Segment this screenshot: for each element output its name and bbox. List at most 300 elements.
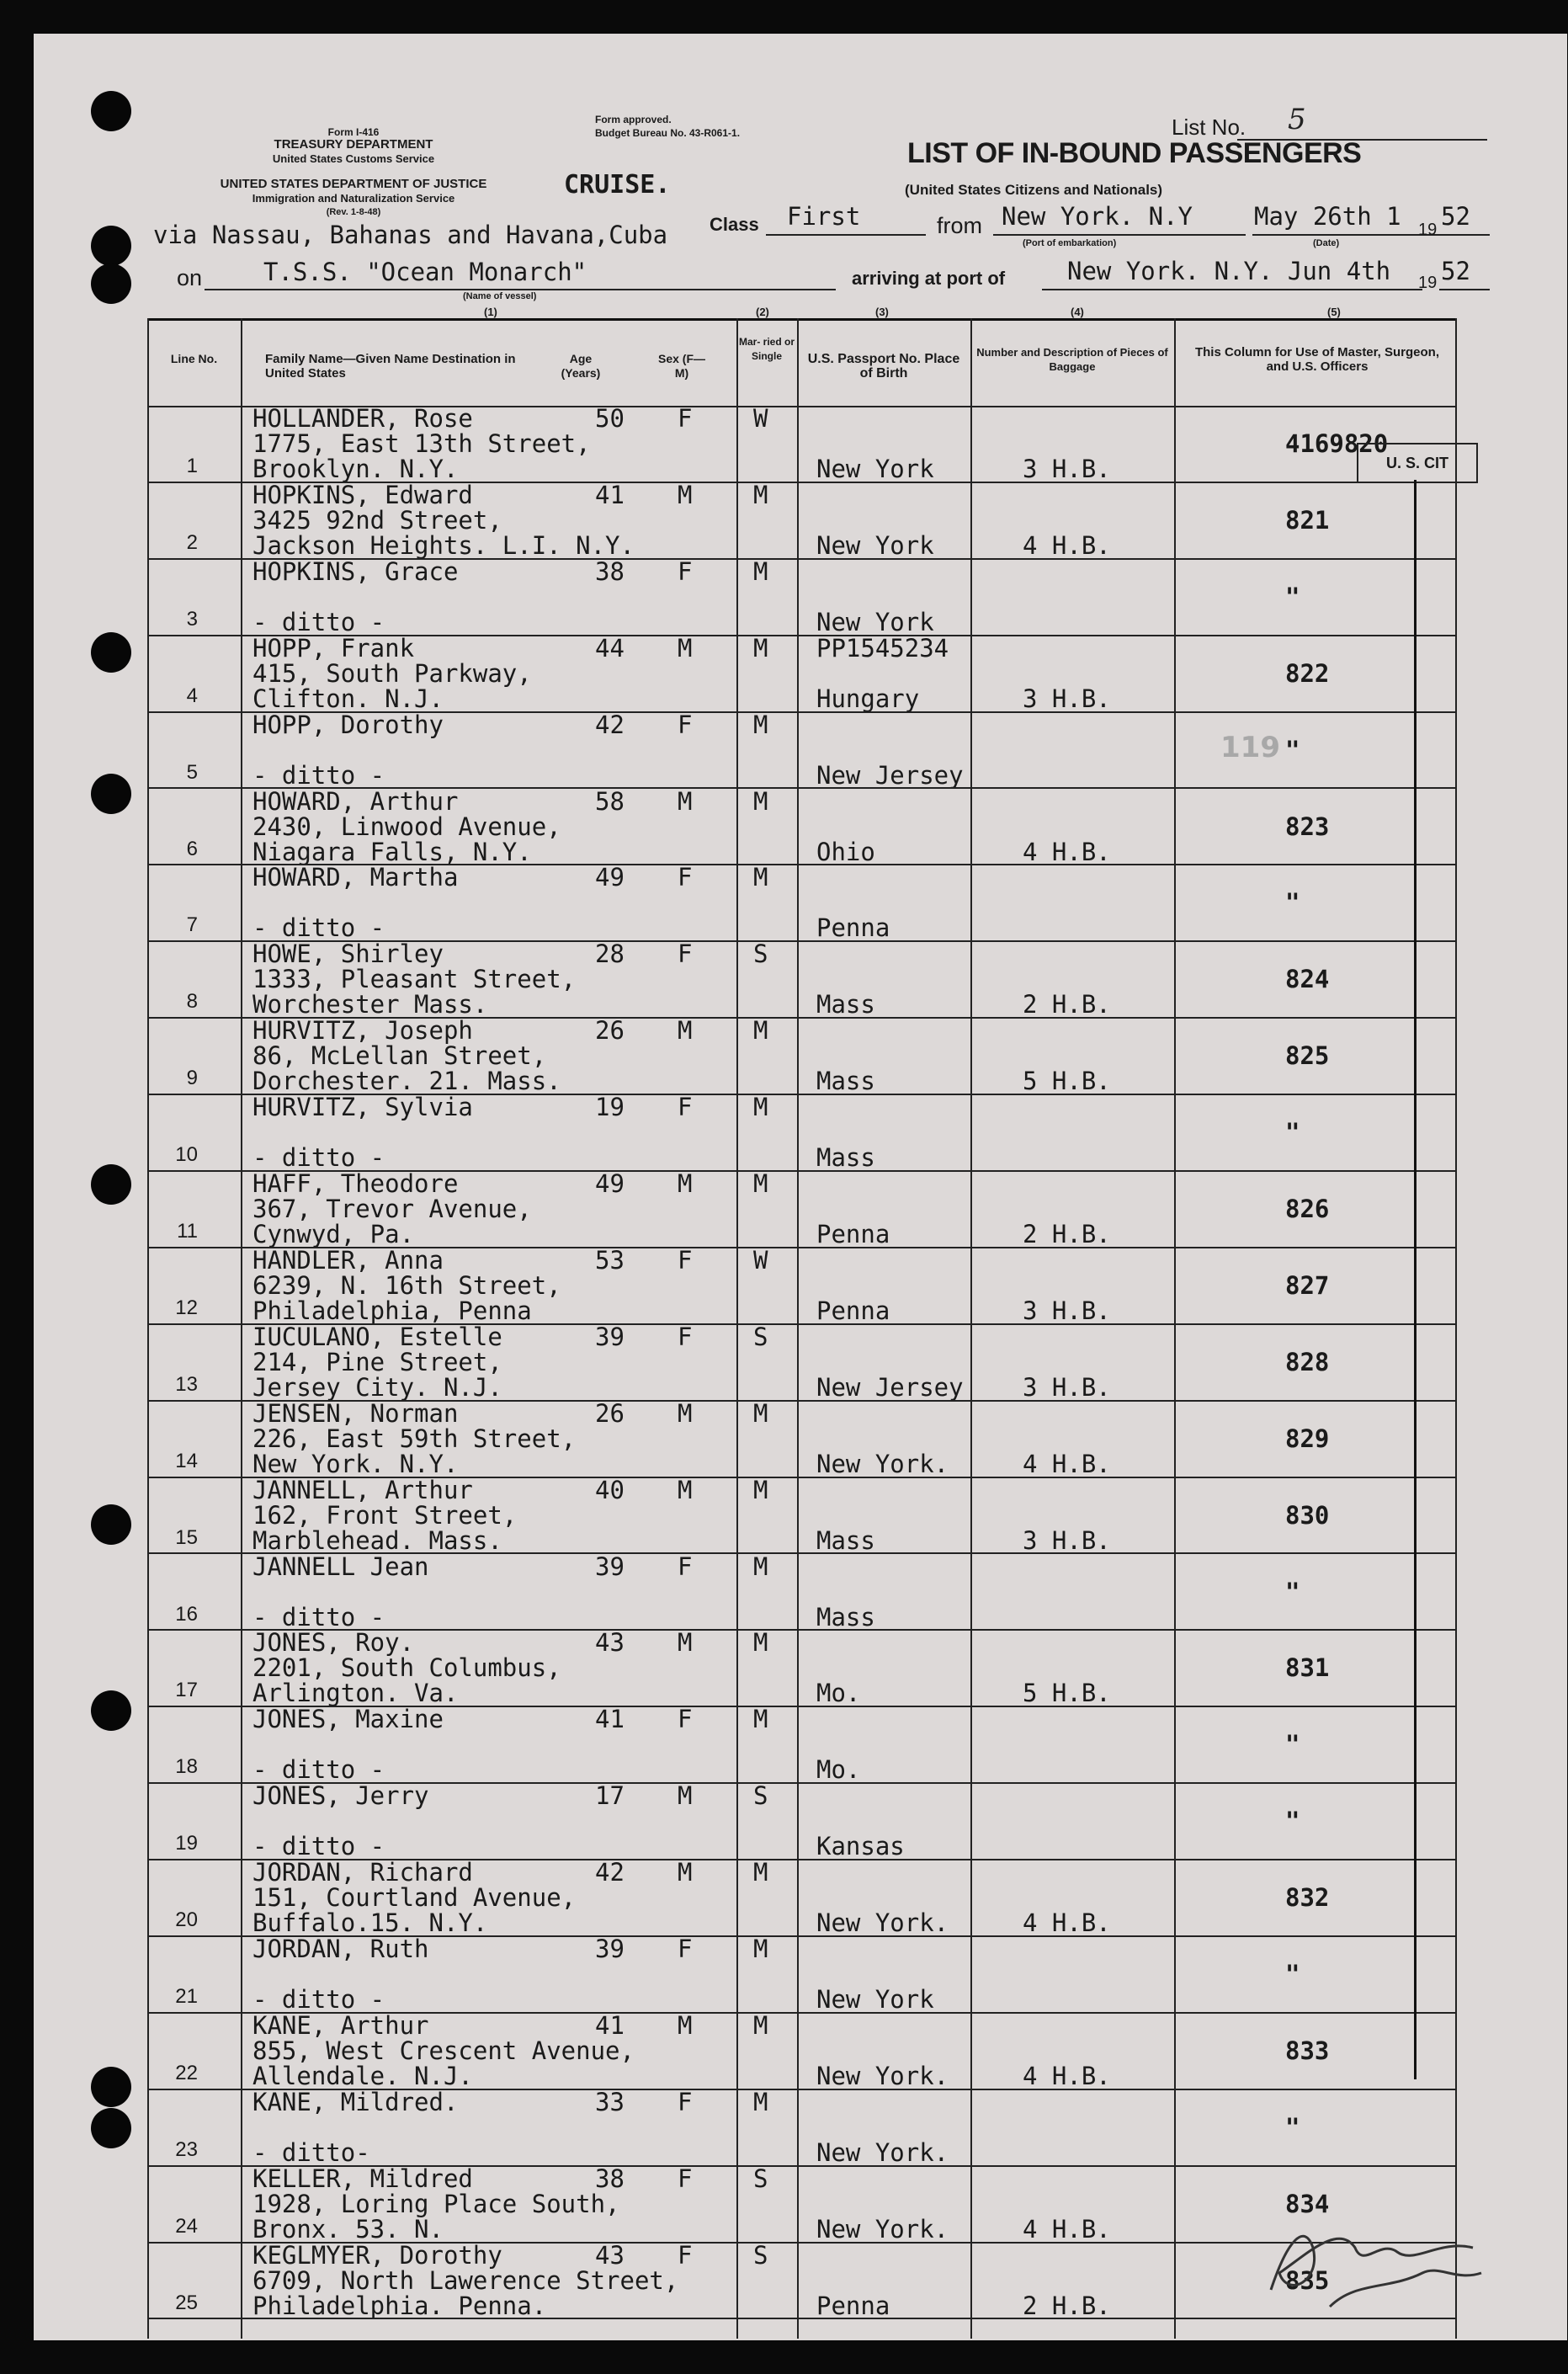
line-number: 14	[175, 1449, 198, 1472]
address-city: Allendale. N.J.	[252, 2061, 473, 2090]
officer-number: "	[1285, 1960, 1300, 1988]
passenger-name: JORDAN, Richard	[252, 1858, 473, 1887]
immigration-service: Immigration and Naturalization Service	[252, 192, 455, 205]
arrival-year: 52	[1441, 257, 1470, 285]
sex-cell: F	[678, 710, 693, 739]
table-row	[147, 786, 1455, 866]
cruise-label: CRUISE.	[564, 170, 671, 200]
birthplace-cell: New York	[816, 1985, 934, 2014]
age-cell: 39	[595, 1935, 625, 1963]
officer-number: "	[1285, 1807, 1300, 1836]
table-row	[147, 1554, 1455, 1631]
list-no-label: List No.	[1172, 114, 1246, 140]
officer-signature	[1254, 2189, 1507, 2315]
line-number: 19	[175, 1832, 198, 1855]
on-label: on	[177, 265, 203, 290]
passenger-name: HOWARD, Arthur	[252, 786, 459, 816]
sex-cell: M	[678, 1398, 693, 1428]
table-row	[147, 1477, 1455, 1554]
treasury-department: TREASURY DEPARTMENT	[274, 137, 433, 152]
table-row	[147, 1936, 1455, 2013]
baggage-cell: 4 H.B.	[1023, 837, 1111, 866]
address-street: 3425 92nd Street,	[252, 505, 502, 535]
address-street: 415, South Parkway,	[252, 658, 532, 688]
address-street: 86, McLellan Street,	[252, 1041, 547, 1071]
passenger-name: JORDAN, Ruth	[252, 1935, 429, 1963]
address-city: - ditto -	[252, 913, 385, 943]
sex-cell: F	[678, 1245, 693, 1275]
officer-number: 831	[1285, 1653, 1330, 1683]
table-row	[147, 1171, 1455, 1248]
address-city: - ditto -	[252, 1602, 385, 1631]
punch-hole	[91, 1690, 131, 1731]
punch-hole	[91, 632, 131, 673]
passenger-name: HURVITZ, Sylvia	[252, 1093, 473, 1122]
marital-cell: S	[753, 2164, 768, 2193]
age-cell: 26	[595, 1016, 625, 1046]
sex-cell: F	[678, 939, 693, 969]
sex-cell: M	[678, 633, 693, 663]
table-row	[147, 1324, 1455, 1401]
sex-cell: F	[678, 404, 693, 433]
bracket-line	[1414, 480, 1417, 2079]
address-city: Bronx. 53. N.	[252, 2214, 444, 2244]
birthplace-cell: Penna	[816, 2291, 890, 2320]
sex-cell: F	[678, 2164, 693, 2193]
passenger-name: JONES, Jerry	[252, 1781, 429, 1811]
table-row	[147, 1094, 1455, 1171]
age-cell: 40	[595, 1475, 625, 1504]
passenger-name: IUCULANO, Estelle	[252, 1322, 502, 1351]
line-number: 22	[175, 2061, 198, 2084]
address-city: Marblehead. Mass.	[252, 1525, 502, 1555]
passenger-name: KELLER, Mildred	[252, 2164, 473, 2193]
sex-cell: F	[678, 1552, 693, 1581]
vessel-name: T.S.S. "Ocean Monarch"	[263, 258, 587, 286]
address-street: 1928, Loring Place South,	[252, 2189, 620, 2218]
address-street: 6239, N. 16th Street,	[252, 1270, 561, 1300]
officer-number: 834	[1285, 2189, 1330, 2218]
header-line-no: Line No.	[170, 352, 218, 365]
header-officers: This Column for Use of Master, Surgeon, and U.S. Officers	[1194, 345, 1440, 374]
officer-number: "	[1285, 1118, 1300, 1147]
marital-cell: M	[753, 1552, 768, 1581]
address-city: New York. N.Y.	[252, 1449, 459, 1478]
line-number: 6	[186, 837, 198, 860]
age-cell: 39	[595, 1322, 625, 1351]
line-number: 13	[175, 1372, 198, 1396]
sex-cell: M	[678, 1628, 693, 1658]
punch-hole	[91, 1164, 131, 1205]
sex-cell: M	[678, 1858, 693, 1887]
sex-cell: F	[678, 1935, 693, 1963]
address-city: Niagara Falls, N.Y.	[252, 837, 532, 866]
birthplace-cell: Mass	[816, 990, 875, 1019]
col-num-3: (3)	[875, 306, 889, 318]
passenger-name: KANE, Arthur	[252, 2010, 429, 2040]
birthplace-cell: New York.	[816, 1908, 949, 1938]
address-city: Dorchester. 21. Mass.	[252, 1067, 561, 1096]
officer-number: 832	[1285, 1883, 1330, 1913]
address-street: 162, Front Street,	[252, 1500, 518, 1530]
address-city: - ditto -	[252, 1755, 385, 1785]
row-divider	[147, 2318, 1455, 2319]
table-row	[147, 556, 1455, 636]
birthplace-cell: Penna	[816, 1296, 890, 1325]
page-subtitle: (United States Citizens and Nationals)	[905, 182, 1163, 198]
address-street: 855, West Crescent Avenue,	[252, 2036, 635, 2065]
address-street: 151, Courtland Avenue,	[252, 1883, 577, 1913]
justice-department: UNITED STATES DEPARTMENT OF JUSTICE	[220, 177, 487, 191]
age-cell: 33	[595, 2087, 625, 2116]
age-cell: 41	[595, 480, 625, 509]
passenger-name: HAFF, Theodore	[252, 1169, 459, 1198]
age-cell: 49	[595, 1169, 625, 1198]
sex-cell: M	[678, 1169, 693, 1198]
marital-cell: M	[753, 1016, 768, 1046]
table-row	[147, 1706, 1455, 1783]
punch-hole	[91, 2108, 131, 2148]
marital-cell: M	[753, 1935, 768, 1963]
passenger-name: HANDLER, Anna	[252, 1245, 444, 1275]
header-passport: U.S. Passport No. Place of Birth	[807, 352, 960, 381]
baggage-cell: 4 H.B.	[1023, 1449, 1111, 1478]
passenger-name: KANE, Mildred.	[252, 2087, 459, 2116]
address-city: Clifton. N.J.	[252, 684, 444, 713]
marital-cell: W	[753, 1245, 768, 1275]
address-street: 1775, East 13th Street,	[252, 429, 591, 458]
punch-hole	[91, 91, 131, 131]
budget-bureau: Budget Bureau No. 43-R061-1.	[595, 127, 741, 139]
passenger-name: HOWARD, Martha	[252, 863, 459, 892]
passenger-name: HOWE, Shirley	[252, 939, 444, 969]
officer-number: 826	[1285, 1195, 1330, 1223]
col-num-1: (1)	[484, 306, 497, 318]
address-city: Philadelphia. Penna.	[252, 2291, 547, 2320]
birthplace-cell: New York.	[816, 2061, 949, 2090]
punch-hole	[91, 1504, 131, 1545]
birthplace-cell: Mass	[816, 1143, 875, 1173]
table-row	[147, 633, 1455, 713]
birthplace-cell: New Jersey	[816, 760, 964, 790]
line-number: 25	[175, 2291, 198, 2314]
sex-cell: F	[678, 2087, 693, 2116]
form-number: Form I-416	[327, 126, 380, 138]
from-port: New York. N.Y	[1002, 202, 1193, 231]
baggage-cell: 3 H.B.	[1023, 1296, 1111, 1325]
address-city: - ditto -	[252, 1985, 385, 2014]
marital-cell: M	[753, 786, 768, 816]
age-cell: 43	[595, 1628, 625, 1658]
class-value: First	[787, 202, 861, 231]
address-street: 367, Trevor Avenue,	[252, 1195, 532, 1223]
port-caption: (Port of embarkation)	[1023, 238, 1117, 248]
address-city: - ditto -	[252, 1832, 385, 1861]
address-city: - ditto -	[252, 1143, 385, 1173]
officer-number: 835	[1285, 2265, 1330, 2295]
address-city: Buffalo.15. N.Y.	[252, 1908, 488, 1938]
marital-cell: M	[753, 710, 768, 739]
age-cell: 38	[595, 556, 625, 586]
marital-cell: M	[753, 863, 768, 892]
line-number: 23	[175, 2137, 198, 2161]
address-street: 2430, Linwood Avenue,	[252, 812, 561, 841]
birthplace-cell: Hungary	[816, 684, 920, 713]
passenger-name: JONES, Maxine	[252, 1705, 444, 1734]
arriving-label: arriving at port of	[852, 268, 1006, 289]
header-age: Age (Years)	[561, 352, 601, 380]
customs-service: United States Customs Service	[272, 152, 435, 165]
officer-number: "	[1285, 2112, 1300, 2142]
baggage-cell: 4 H.B.	[1023, 530, 1111, 560]
line-number: 15	[175, 1525, 198, 1549]
passenger-name: JANNELL, Arthur	[252, 1475, 473, 1504]
line-number: 2	[186, 530, 198, 554]
address-city: - ditto -	[252, 607, 385, 636]
birthplace-cell: New York.	[816, 2214, 949, 2244]
address-street: 2201, South Columbus,	[252, 1653, 561, 1683]
vessel-caption: (Name of vessel)	[463, 291, 537, 301]
line-number: 20	[175, 1908, 198, 1932]
birthplace-cell: Mo.	[816, 1755, 861, 1785]
officer-number: 825	[1285, 1041, 1330, 1071]
arrival-port-date: New York. N.Y. Jun 4th	[1067, 257, 1391, 285]
officer-number: 824	[1285, 965, 1330, 994]
line-number: 21	[175, 1985, 198, 2008]
col-num-4: (4)	[1071, 306, 1084, 318]
sex-cell: M	[678, 2010, 693, 2040]
marital-cell: M	[753, 480, 768, 509]
age-cell: 26	[595, 1398, 625, 1428]
officer-number: 833	[1285, 2036, 1330, 2065]
address-city: Brooklyn. N.Y.	[252, 455, 459, 483]
age-cell: 43	[595, 2240, 625, 2270]
baggage-cell: 2 H.B.	[1023, 1220, 1111, 1248]
sex-cell: M	[678, 1475, 693, 1504]
marital-cell: M	[753, 1093, 768, 1122]
address-city: - ditto-	[252, 2137, 370, 2167]
officer-number: "	[1285, 888, 1300, 918]
officer-number: 827	[1285, 1270, 1330, 1300]
officer-number: 823	[1285, 812, 1330, 841]
birthplace-cell: Mass	[816, 1602, 875, 1631]
table-row	[147, 865, 1455, 941]
marital-cell: M	[753, 556, 768, 586]
address-city: Worchester Mass.	[252, 990, 488, 1019]
marital-cell: M	[753, 1705, 768, 1734]
address-city: Arlington. Va.	[252, 1679, 459, 1708]
year-prefix-2: 19	[1418, 274, 1438, 292]
baggage-cell: 3 H.B.	[1023, 1525, 1111, 1555]
marital-cell: M	[753, 633, 768, 663]
line-number: 18	[175, 1755, 198, 1779]
line-number: 12	[175, 1296, 198, 1319]
baggage-cell: 4 H.B.	[1023, 2061, 1111, 2090]
age-cell: 42	[595, 710, 625, 739]
line-number: 1	[186, 455, 198, 477]
officer-number: 822	[1285, 658, 1330, 688]
birthplace-cell: New York.	[816, 2137, 949, 2167]
marital-cell: S	[753, 2240, 768, 2270]
header-name: Family Name—Given Name Destination in United States	[265, 352, 516, 381]
line-number: 3	[186, 607, 198, 631]
baggage-cell: 5 H.B.	[1023, 1679, 1111, 1708]
via-route: via Nassau, Bahanas and Havana,Cuba	[153, 221, 668, 249]
baggage-cell: 3 H.B.	[1023, 1372, 1111, 1402]
passenger-name: HOLLANDER, Rose	[252, 404, 473, 433]
line-number: 4	[186, 684, 198, 707]
line-number: 5	[186, 760, 198, 784]
table-row	[147, 941, 1455, 1018]
passenger-name: HOPKINS, Grace	[252, 556, 459, 586]
table-row	[147, 1018, 1455, 1094]
marital-cell: S	[753, 1781, 768, 1811]
address-city: Jersey City. N.J.	[252, 1372, 502, 1402]
citizen-stamp: U. S. CIT	[1357, 443, 1478, 483]
table-row	[147, 482, 1455, 559]
marital-cell: W	[753, 404, 768, 433]
header-sex: Sex (F—M)	[657, 352, 705, 380]
form-approved: Form approved.	[595, 114, 672, 125]
passenger-table	[147, 318, 1455, 2339]
officer-number: "	[1285, 1577, 1300, 1606]
officer-number: 821	[1285, 505, 1330, 535]
officer-number: "	[1285, 582, 1300, 611]
birthplace-cell: New York	[816, 455, 934, 483]
margin-number: 119	[1220, 731, 1280, 764]
officer-number: 828	[1285, 1347, 1330, 1376]
year-prefix-1: 19	[1418, 221, 1438, 239]
marital-cell: M	[753, 1475, 768, 1504]
line-number: 17	[175, 1679, 198, 1702]
passport-number: PP1545234	[816, 633, 949, 663]
sex-cell: M	[678, 786, 693, 816]
address-city: Jackson Heights. L.I. N.Y.	[252, 530, 635, 560]
col-num-5: (5)	[1327, 306, 1341, 318]
line-number: 24	[175, 2214, 198, 2238]
marital-cell: M	[753, 1858, 768, 1887]
line-number: 16	[175, 1602, 198, 1626]
revision-date: (Rev. 1-8-48)	[326, 207, 381, 217]
age-cell: 41	[595, 2010, 625, 2040]
age-cell: 53	[595, 1245, 625, 1275]
class-label: Class	[710, 214, 759, 235]
sex-cell: F	[678, 863, 693, 892]
birthplace-cell: Ohio	[816, 837, 875, 866]
baggage-cell: 4 H.B.	[1023, 1908, 1111, 1938]
table-row	[147, 406, 1455, 482]
table-row	[147, 1630, 1455, 1706]
age-cell: 41	[595, 1705, 625, 1734]
birthplace-cell: New Jersey	[816, 1372, 964, 1402]
header-married: Mar- ried or Single	[738, 336, 795, 362]
officer-number: "	[1285, 1730, 1300, 1759]
sex-cell: M	[678, 1016, 693, 1046]
line-number: 7	[186, 913, 198, 937]
birthplace-cell: New York	[816, 607, 934, 636]
marital-cell: M	[753, 1628, 768, 1658]
header-baggage: Number and Description of Pieces of Baggage	[976, 346, 1168, 373]
address-city: Philadelphia, Penna	[252, 1296, 532, 1325]
table-row	[147, 1398, 1455, 1478]
baggage-cell: 2 H.B.	[1023, 990, 1111, 1019]
baggage-cell: 2 H.B.	[1023, 2291, 1111, 2320]
marital-cell: M	[753, 2010, 768, 2040]
birthplace-cell: Mass	[816, 1525, 875, 1555]
birthplace-cell: New York	[816, 530, 934, 560]
age-cell: 38	[595, 2164, 625, 2193]
officer-number: "	[1285, 735, 1300, 764]
baggage-cell: 5 H.B.	[1023, 1067, 1111, 1096]
address-street: 6709, North Lawerence Street,	[252, 2265, 679, 2295]
sex-cell: F	[678, 1322, 693, 1351]
birthplace-cell: Mass	[816, 1067, 875, 1096]
age-cell: 39	[595, 1552, 625, 1581]
table-row	[147, 1860, 1455, 1936]
passenger-name: HOPP, Frank	[252, 633, 415, 663]
birthplace-cell: Kansas	[816, 1832, 905, 1861]
sex-cell: M	[678, 480, 693, 509]
departure-date: May 26th 1	[1254, 202, 1401, 231]
birthplace-cell: New York.	[816, 1449, 949, 1478]
page-title: LIST OF IN-BOUND PASSENGERS	[907, 137, 1362, 169]
age-cell: 42	[595, 1858, 625, 1887]
marital-cell: S	[753, 939, 768, 969]
age-cell: 19	[595, 1093, 625, 1122]
punch-hole	[91, 2067, 131, 2107]
punch-hole	[91, 774, 131, 814]
marital-cell: S	[753, 1322, 768, 1351]
age-cell: 17	[595, 1781, 625, 1811]
address-street: 226, East 59th Street,	[252, 1424, 577, 1453]
address-city: - ditto -	[252, 760, 385, 790]
passenger-name: HOPKINS, Edward	[252, 480, 473, 509]
table-row	[147, 1245, 1455, 1325]
baggage-cell: 3 H.B.	[1023, 455, 1111, 483]
line-number: 11	[177, 1220, 198, 1243]
marital-cell: M	[753, 1398, 768, 1428]
passenger-name: JENSEN, Norman	[252, 1398, 459, 1428]
address-city: Cynwyd, Pa.	[252, 1220, 415, 1248]
from-label: from	[937, 213, 982, 238]
birthplace-cell: Penna	[816, 1220, 890, 1248]
marital-cell: M	[753, 2087, 768, 2116]
sex-cell: F	[678, 2240, 693, 2270]
passenger-name: JONES, Roy.	[252, 1628, 415, 1658]
marital-cell: M	[753, 1169, 768, 1198]
passenger-name: HOPP, Dorothy	[252, 710, 444, 739]
list-number: 5	[1288, 103, 1306, 136]
table-row	[147, 1783, 1455, 1860]
table-row	[147, 2010, 1455, 2090]
address-street: 1333, Pleasant Street,	[252, 965, 577, 994]
col-num-2: (2)	[756, 306, 769, 318]
officer-number: 830	[1285, 1500, 1330, 1530]
passenger-name: JANNELL Jean	[252, 1552, 429, 1581]
baggage-cell: 3 H.B.	[1023, 684, 1111, 713]
age-cell: 58	[595, 786, 625, 816]
officer-number: 4169820	[1285, 429, 1389, 458]
baggage-cell: 4 H.B.	[1023, 2214, 1111, 2244]
age-cell: 50	[595, 404, 625, 433]
table-row	[147, 2089, 1455, 2166]
age-cell: 49	[595, 863, 625, 892]
line-number: 8	[186, 990, 198, 1014]
sex-cell: F	[678, 556, 693, 586]
birthplace-cell: Mo.	[816, 1679, 861, 1708]
departure-year: 52	[1441, 202, 1470, 231]
punch-hole	[91, 226, 131, 266]
